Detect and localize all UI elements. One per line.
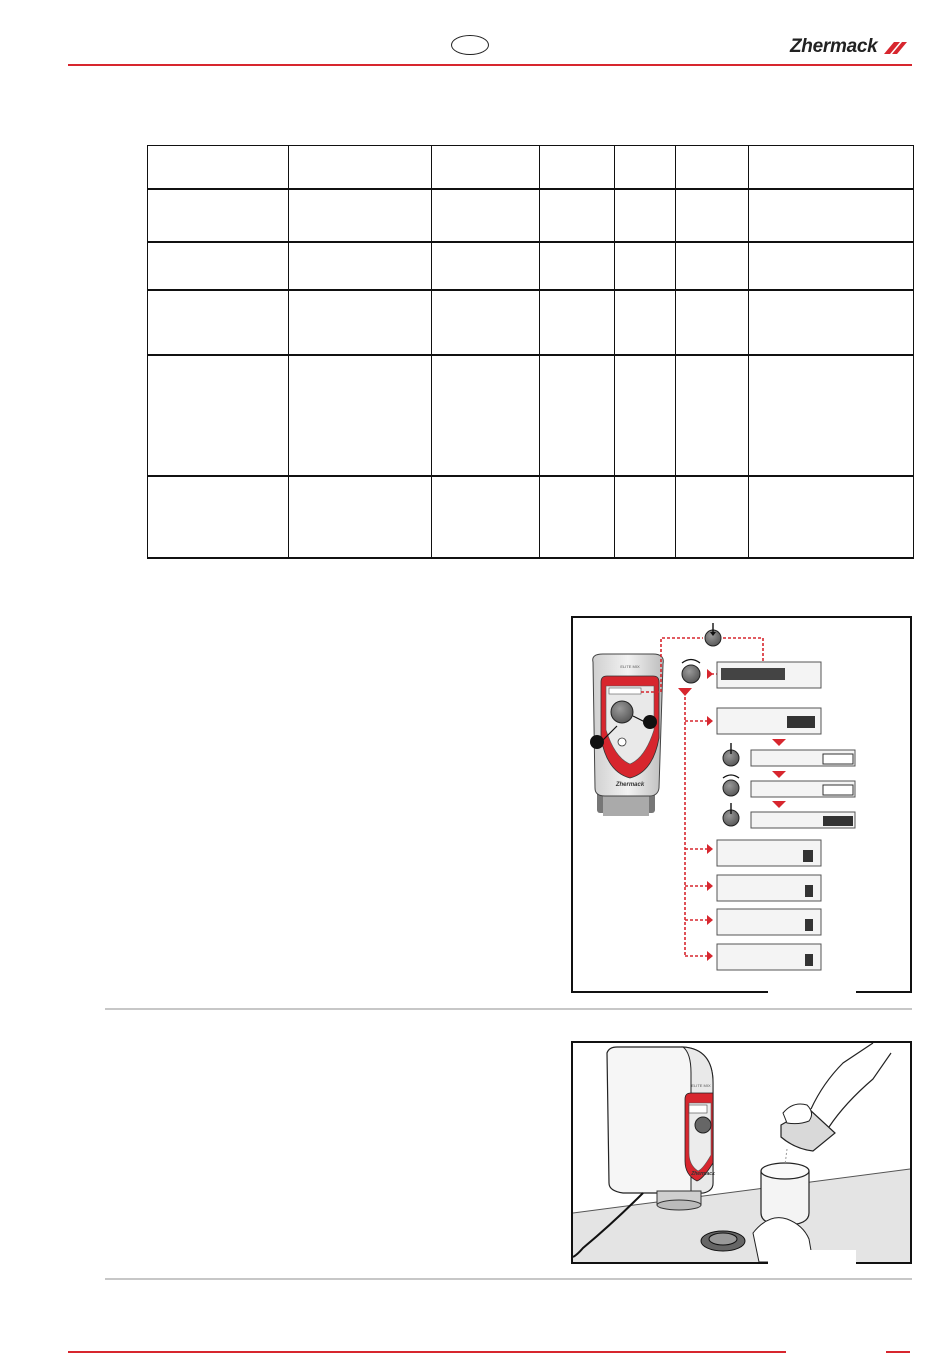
table-cell [615,242,676,290]
footer-rule [68,1351,786,1353]
table-cell [615,189,676,242]
table-cell [676,146,749,189]
table-cell [749,355,914,476]
control-flow-diagram [573,618,910,991]
brand-mark-icon [880,40,908,56]
brand-logo [790,36,877,58]
table-cell [540,476,615,558]
table-cell [615,476,676,558]
table-cell [432,476,540,558]
control-panel-figure [571,616,912,993]
section-rule [105,1008,912,1010]
table-cell [676,290,749,355]
table-cell [432,290,540,355]
table-cell [148,476,289,558]
table-cell [289,189,432,242]
table-cell [148,242,289,290]
device-brand-text: Zhermack [615,782,645,788]
device-illustration [590,654,663,816]
table-row [148,355,914,476]
table-cell [148,189,289,242]
table-row [148,189,914,242]
language-badge [451,35,489,55]
figure-1-caption [768,981,856,995]
table-cell [540,189,615,242]
table-row [148,290,914,355]
table-cell [432,146,540,189]
table-cell [289,290,432,355]
table-cell [676,355,749,476]
table-cell [432,355,540,476]
header-rule [68,64,912,66]
table-cell [540,290,615,355]
device-model-text-2: ELITE MIX [691,1083,711,1088]
mixing-illustration [573,1043,910,1262]
table-cell [676,242,749,290]
table-cell [148,355,289,476]
table-cell [540,146,615,189]
table-cell [148,146,289,189]
table-row [148,242,914,290]
table-cell [676,476,749,558]
table-row [148,476,914,558]
table-cell [615,355,676,476]
figure-2-caption [768,1250,856,1264]
table-cell [289,476,432,558]
table-cell [432,242,540,290]
table-cell [289,355,432,476]
mixing-cup-figure [571,1041,912,1264]
device-model-text: ELITE MIX [620,664,640,669]
table-cell [615,146,676,189]
table-cell [432,189,540,242]
spec-table [147,145,914,559]
table-cell [749,290,914,355]
table-cell [615,290,676,355]
table-cell [540,355,615,476]
table-cell [540,242,615,290]
brand-name: Zhermack [790,36,878,57]
table-cell [749,242,914,290]
table-cell [148,290,289,355]
table-cell [676,189,749,242]
table-cell [289,146,432,189]
table-cell [749,189,914,242]
table-header-row [148,146,914,189]
table-cell [749,476,914,558]
device-brand-text-2: Zhermack [691,1171,715,1177]
table-cell [289,242,432,290]
section-rule-2 [105,1278,912,1280]
page-number-rule [886,1351,910,1353]
table-cell [749,146,914,189]
